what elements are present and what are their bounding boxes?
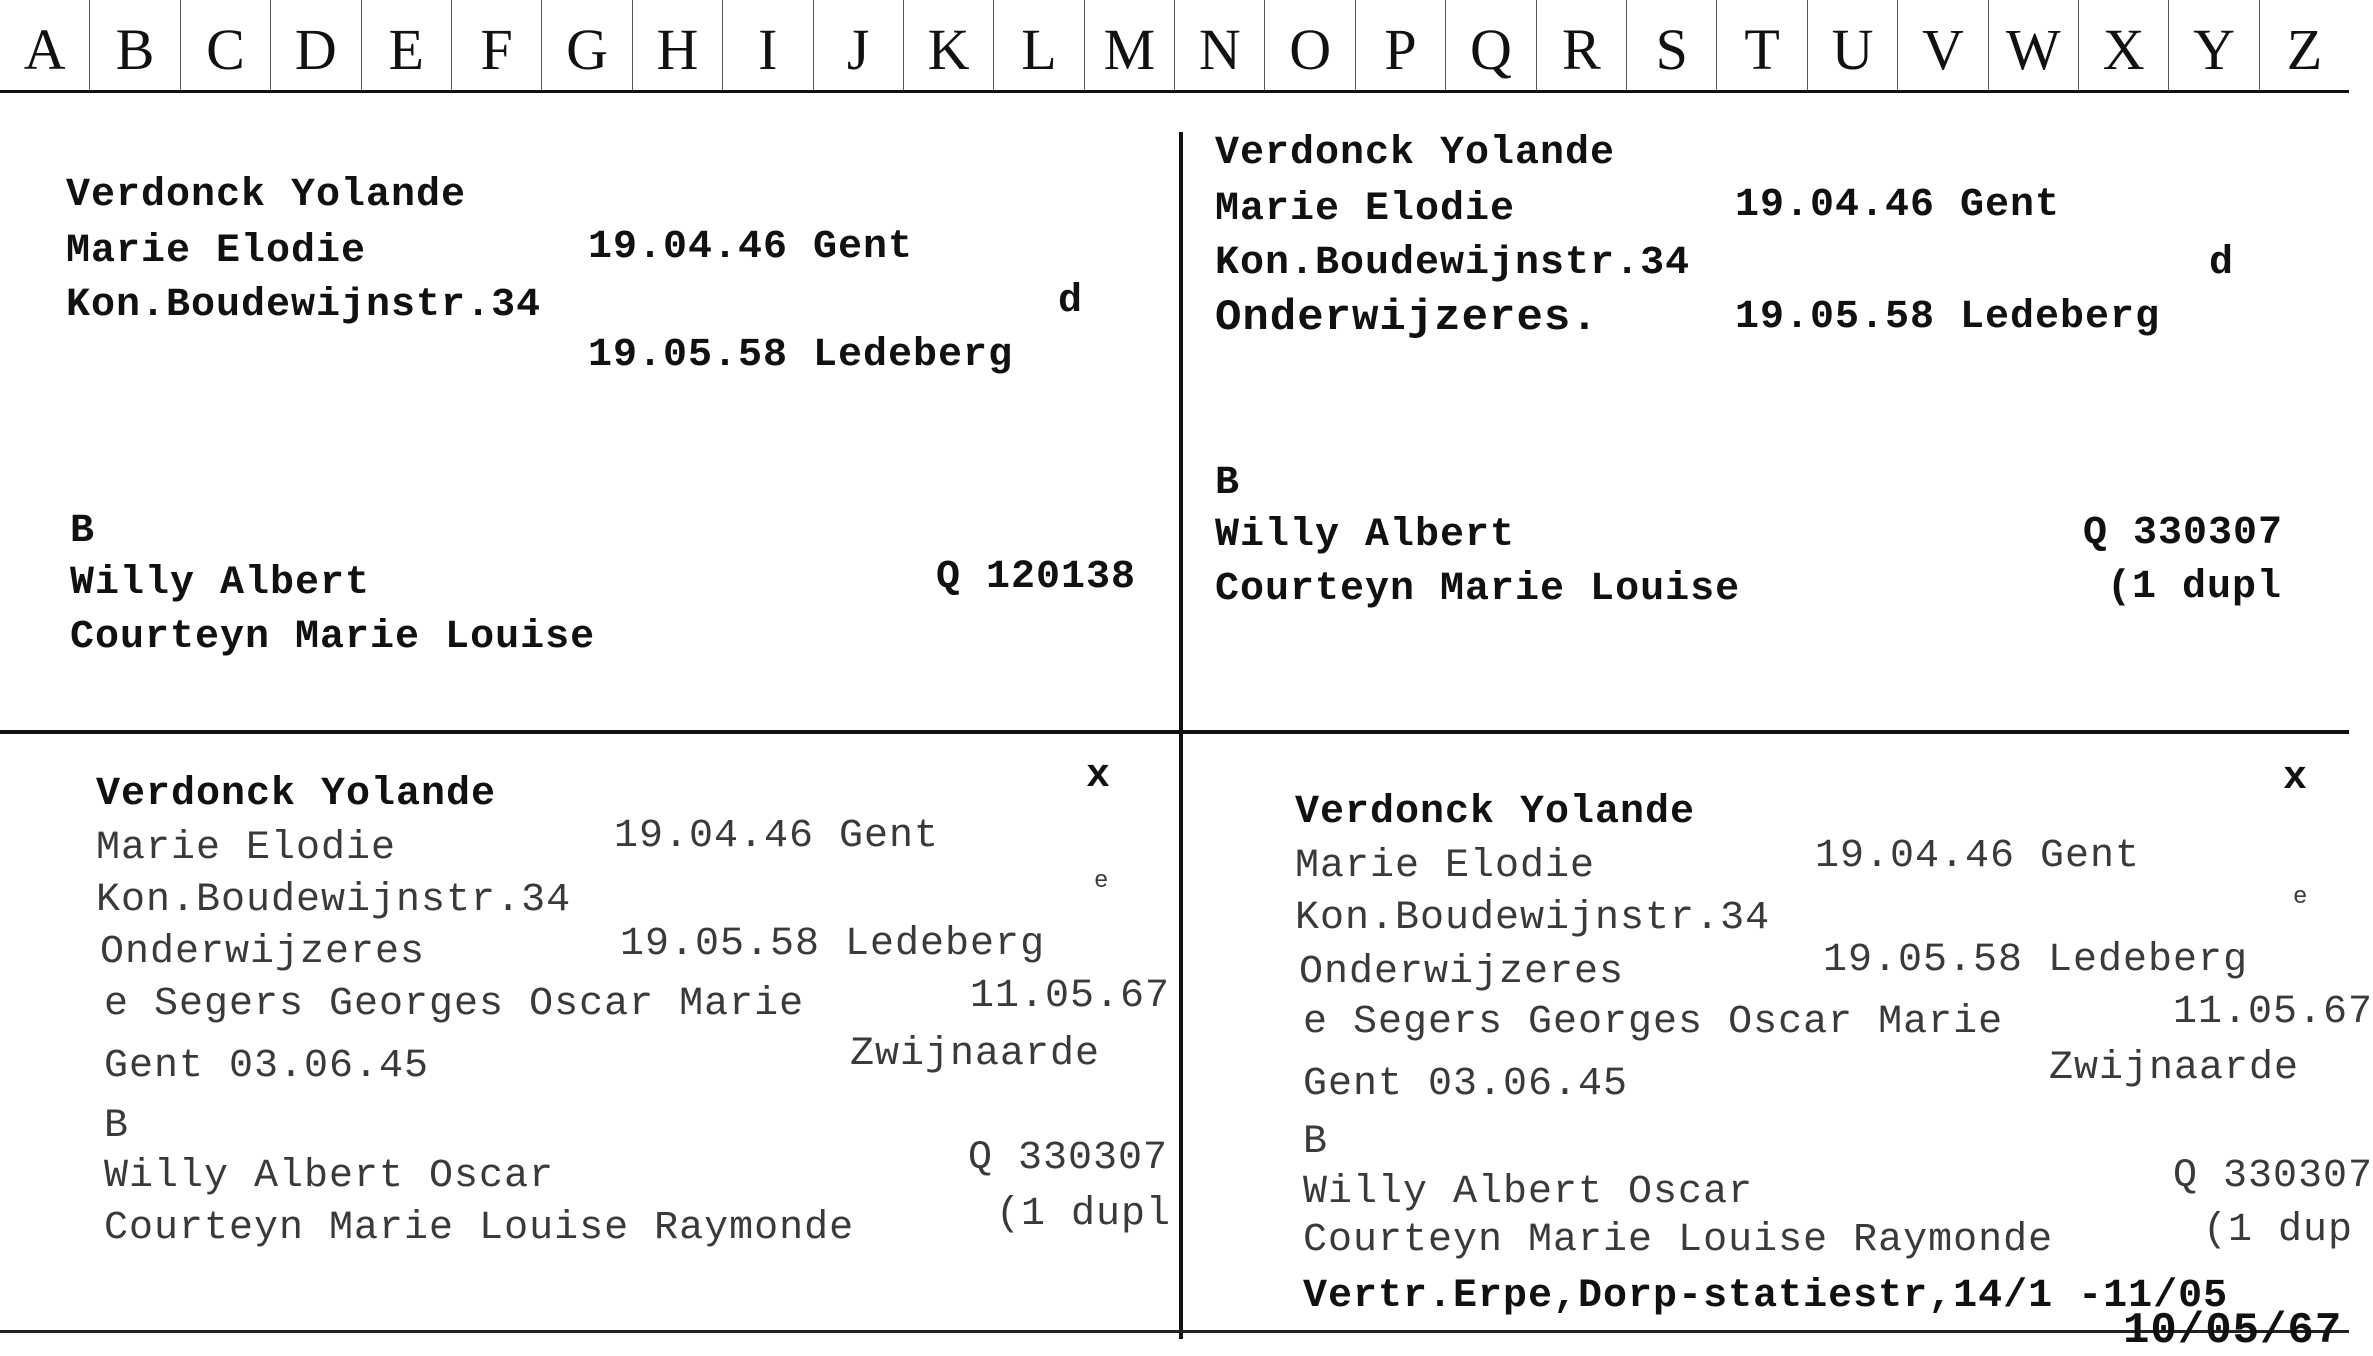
card-registration: 19.05.58 Ledeberg: [620, 922, 1046, 967]
index-letter-t: T: [1717, 0, 1807, 90]
card-top-right: [1183, 93, 2349, 730]
index-letter-j: J: [814, 0, 904, 90]
card-spouse: e Segers Georges Oscar Marie: [1303, 1000, 2004, 1045]
index-letter-c: C: [181, 0, 271, 90]
card-surname: Verdonck Yolande: [1215, 131, 1616, 176]
index-letter-u: U: [1808, 0, 1898, 90]
card-occupation: Onderwijzeres.: [1215, 293, 1599, 343]
card-birth: 19.04.46 Gent: [1815, 834, 2141, 879]
index-letter-l: L: [994, 0, 1084, 90]
card-street: Kon.Boudewijnstr.34: [1295, 896, 1771, 941]
card-section: B: [1215, 461, 1241, 506]
card-registration: 19.05.58 Ledeberg: [1823, 938, 2249, 983]
card-surname: Verdonck Yolande: [1295, 790, 1696, 835]
card-given-names: Marie Elodie: [1295, 844, 1596, 889]
card-occupation: Onderwijzeres: [1299, 950, 1625, 995]
index-letter-f: F: [452, 0, 542, 90]
card-bottom-left: [0, 734, 1179, 1330]
card-given-names: Marie Elodie: [1215, 187, 1516, 232]
index-letter-o: O: [1265, 0, 1355, 90]
card-mark: d: [2209, 241, 2235, 286]
card-given-names: Marie Elodie: [66, 229, 367, 274]
card-mark: x: [1086, 754, 1112, 799]
card-mark: x: [2283, 756, 2309, 801]
card-mother: Courteyn Marie Louise Raymonde: [1303, 1218, 2054, 1263]
card-given-names: Marie Elodie: [96, 826, 397, 871]
card-spouse-birth: Gent 03.06.45: [1303, 1062, 1629, 1107]
index-letter-x: X: [2079, 0, 2169, 90]
card-marriage-date: 11.05.67: [2173, 990, 2373, 1035]
card-reference: Q 330307: [968, 1136, 1169, 1181]
card-surname: Verdonck Yolande: [96, 772, 497, 817]
index-letter-i: I: [723, 0, 813, 90]
index-letter-s: S: [1627, 0, 1717, 90]
card-reference: Q 330307: [2083, 511, 2284, 556]
card-birth: 19.04.46 Gent: [614, 814, 940, 859]
card-spouse: e Segers Georges Oscar Marie: [104, 982, 805, 1027]
card-section: B: [104, 1104, 130, 1149]
card-duplicate-note: (1 dupl: [996, 1192, 1172, 1237]
index-letter-g: G: [542, 0, 632, 90]
index-letter-n: N: [1175, 0, 1265, 90]
index-letter-b: B: [90, 0, 180, 90]
index-letter-r: R: [1537, 0, 1627, 90]
card-mother: Courteyn Marie Louise: [1215, 567, 1741, 612]
card-duplicate-note: (1 dup: [2203, 1208, 2354, 1253]
card-street: Kon.Boudewijnstr.34: [96, 878, 572, 923]
index-letter-v: V: [1898, 0, 1988, 90]
card-father: Willy Albert Oscar: [104, 1154, 555, 1199]
card-mark-secondary: e: [1094, 868, 1110, 895]
index-letter-d: D: [271, 0, 361, 90]
index-letter-h: H: [633, 0, 723, 90]
card-mark: d: [1058, 279, 1084, 324]
alphabet-index-strip: [0, 0, 2349, 93]
index-letter-q: Q: [1446, 0, 1536, 90]
card-mother: Courteyn Marie Louise Raymonde: [104, 1206, 855, 1251]
card-spouse-birth: Gent 03.06.45: [104, 1044, 430, 1089]
card-registration: 19.05.58 Ledeberg: [588, 333, 1014, 378]
index-letter-y: Y: [2169, 0, 2259, 90]
card-reference: Q 330307: [2173, 1154, 2373, 1199]
card-top-left: [0, 93, 1179, 730]
index-letter-m: M: [1085, 0, 1175, 90]
index-letter-e: E: [362, 0, 452, 90]
card-date-stamp: 10/05/67: [2123, 1306, 2343, 1356]
card-occupation: Onderwijzeres: [100, 930, 426, 975]
card-father: Willy Albert Oscar: [1303, 1170, 1754, 1215]
card-marriage-date: 11.05.67: [970, 974, 1171, 1019]
index-letter-a: A: [0, 0, 90, 90]
card-section: B: [1303, 1120, 1329, 1165]
card-bottom-right: [1183, 734, 2373, 1356]
card-street: Kon.Boudewijnstr.34: [1215, 241, 1691, 286]
card-mark-secondary: e: [2293, 884, 2309, 911]
card-reference: Q 120138: [936, 555, 1137, 600]
card-transfer-note: Vertr.Erpe,Dorp-statiestr,14/1 -11/05: [1303, 1274, 2229, 1319]
card-divider-bottom: [0, 1330, 2349, 1333]
card-street: Kon.Boudewijnstr.34: [66, 283, 542, 328]
card-duplicate-note: (1 dupl: [2107, 565, 2283, 610]
card-marriage-place: Zwijnaarde: [850, 1032, 1101, 1077]
card-birth: 19.04.46 Gent: [1735, 183, 2061, 228]
card-surname: Verdonck Yolande: [66, 173, 467, 218]
index-letter-w: W: [1989, 0, 2079, 90]
index-letter-z: Z: [2286, 17, 2323, 82]
card-mother: Courteyn Marie Louise: [70, 615, 596, 660]
card-birth: 19.04.46 Gent: [588, 225, 914, 270]
index-letter-p: P: [1356, 0, 1446, 90]
card-section: B: [70, 509, 96, 554]
card-father: Willy Albert: [70, 561, 371, 606]
card-registration: 19.05.58 Ledeberg: [1735, 295, 2161, 340]
card-father: Willy Albert: [1215, 513, 1516, 558]
index-letter-k: K: [904, 0, 994, 90]
card-marriage-place: Zwijnaarde: [2049, 1046, 2300, 1091]
